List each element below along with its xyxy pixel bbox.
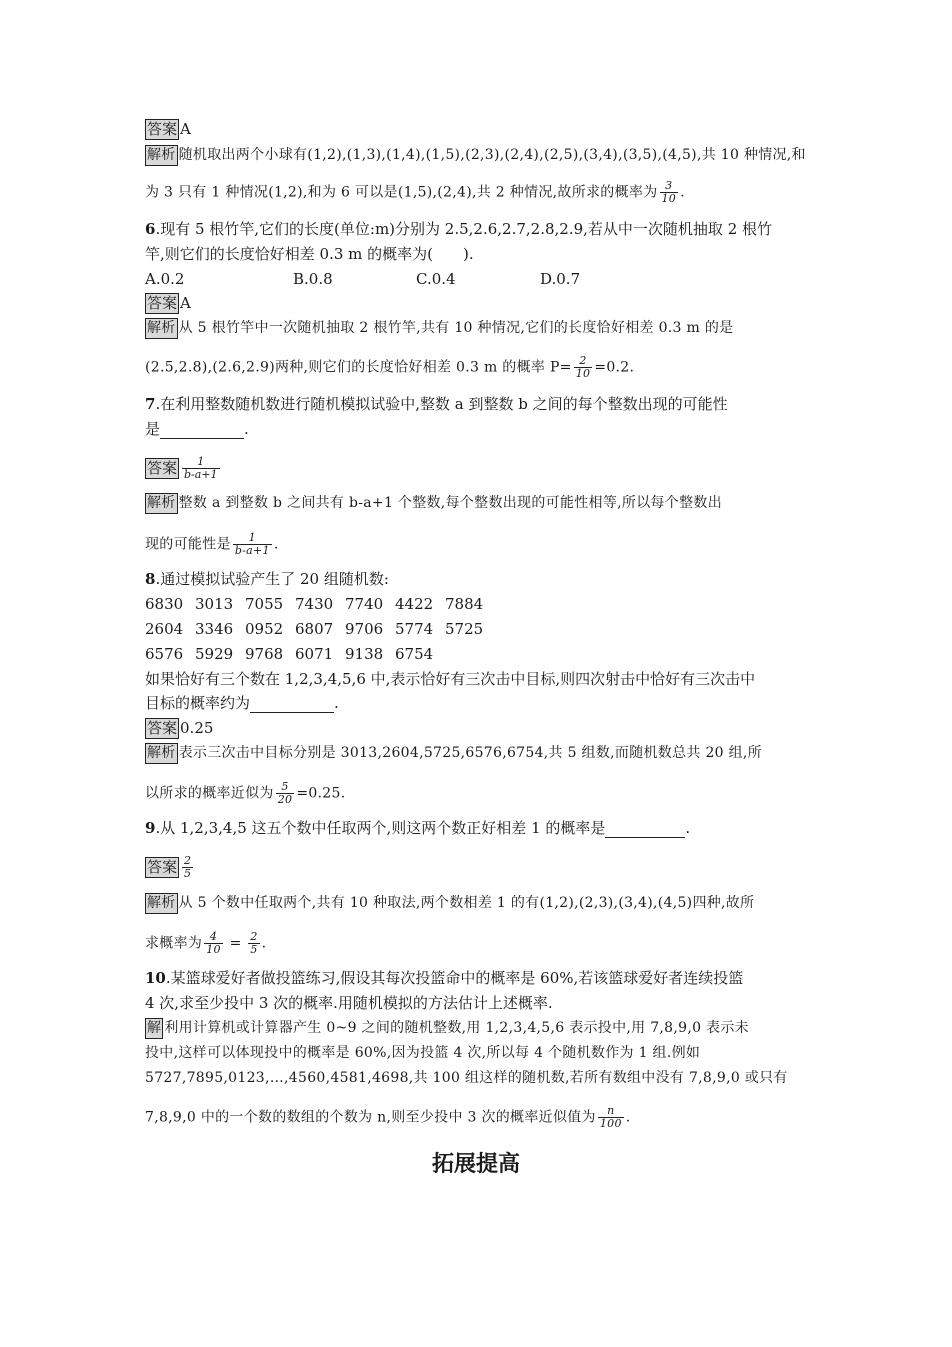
answer-tag: 答案 — [147, 294, 178, 312]
fraction: $\frac{1}{b-a+1}$ — [184, 455, 218, 481]
q6-stem-line-2: 竿,则它们的长度恰好相差 0.3 m 的概率为( ). — [145, 245, 474, 263]
q9-stem: 9.从 1,2,3,4,5 这五个数中任取两个,则这两个数正好相差 1 的概率是 . — [145, 819, 691, 837]
answer-tag: 答案 — [147, 458, 178, 477]
q8-stem-line-2: 如果恰好有三个数在 1,2,3,4,5,6 中,表示恰好有三次击中目标,则四次射击中恰好有三次击中 — [145, 670, 756, 688]
q7-stem-line-1: 7.在利用整数随机数进行随机模拟试验中,整数 a 到整数 b 之间的每个整数出现的可能性 — [145, 395, 728, 413]
analysis-tag: 解析 — [145, 893, 178, 914]
fraction: $\frac{5}{20}$ — [277, 780, 293, 806]
q7-stem-line-2: 是 . — [145, 420, 249, 438]
fraction: $\frac{2}{10}$ — [575, 354, 591, 380]
q7-analysis-line-1: 解析 整数 a 到整数 b 之间共有 b-a+1 个整数,每个整数出现的可能性相等,所以每个整数出 — [145, 493, 722, 514]
analysis-tag: 解析 — [145, 145, 178, 166]
q6-analysis-line-1: 解析 从 5 根竹竿中一次随机抽取 2 根竹竿,共有 10 种情况,它们的长度恰好相差 0.3 m 的是 — [145, 318, 733, 339]
analysis-tag: 解析 — [145, 493, 178, 514]
q9-answer-line — [145, 855, 195, 880]
q6-stem-line-1: 6.现有 5 根竹竿,它们的长度(单位:m)分别为 2.5,2.6,2.7,2.8,2.9,若从中一次随机抽取 2 根竹 — [145, 220, 773, 238]
answer-blank — [250, 698, 334, 713]
answer-blank — [605, 823, 685, 838]
analysis-tag: 解析 — [145, 743, 178, 764]
q7-analysis-line-2: 现的可能性是 $\frac{1}{b-a+1}$ . — [145, 531, 279, 557]
fraction: $\frac{3}{10}$ — [661, 179, 677, 205]
q10-stem-line-2: 4 次,求至少投中 3 次的概率.用随机模拟的方法估计上述概率. — [145, 994, 553, 1012]
answer-tag: 答案 — [147, 120, 178, 138]
q10-analysis-line-4: 7,8,9,0 中的一个数的数组的个数为 n,则至少投中 3 次的概率近似值为 $\frac{n}{100}$ . — [145, 1104, 631, 1130]
q8-answer-line: 答案 0.25 — [147, 719, 214, 737]
option-b: B.0.8 — [293, 270, 333, 288]
q10-stem-line-1: 10.某篮球爱好者做投篮练习,假设其每次投篮命中的概率是 60%,若该篮球爱好者连续投篮 — [145, 969, 744, 987]
analysis-tag: 解析 — [145, 318, 178, 339]
q5-analysis-line-2: 为 3 只有 1 种情况(1,2),和为 6 可以是(1,5),(2,4),共 2 种情况,故所求的概率为 $\frac{3}{10}$ . — [145, 179, 685, 205]
fraction: $\frac{4}{10}$ — [206, 930, 221, 956]
q8-analysis-line-1: 解析 表示三次击中目标分别是 3013,2604,5725,6576,6754,共 5 组数,而随机数总共 20 组,所 — [145, 743, 762, 764]
analysis-tag: 解 — [145, 1018, 163, 1039]
q8-number-row-2: 2604 3346 0952 6807 9706 5774 5725 — [145, 620, 484, 638]
q8-number-row-3: 6576 5929 9768 6071 9138 6754 — [145, 645, 434, 663]
fraction: $\frac{2}{5}$ — [250, 930, 258, 956]
section-title: 拓展提高 — [431, 1152, 520, 1177]
fraction: $\frac{1}{b-a+1}$ — [234, 531, 270, 557]
q5-answer: A — [180, 120, 191, 138]
q8-analysis-line-2: 以所求的概率近似为 $\frac{5}{20}$ =0.25. — [145, 780, 346, 806]
q10-analysis-line-2: 投中,这样可以体现投中的概率是 60%,因为投篮 4 次,所以每 4 个随机数作为 1 组.例如 — [145, 1045, 701, 1061]
q6-answer-line: 答案 A — [147, 294, 191, 312]
q6-analysis-line-2: (2.5,2.8),(2.6,2.9)两种,则它们的长度恰好相差 0.3 m 的概率 P= $\frac{2}{10}$ =0.2. — [145, 354, 635, 380]
q9-analysis-line-1: 解析 从 5 个数中任取两个,共有 10 种取法,两个数相差 1 的有(1,2),(2,3),(3,4),(4,5)四种,故所 — [145, 893, 754, 914]
q8-stem-line-1: 8.通过模拟试验产生了 20 组随机数: — [145, 570, 389, 588]
fraction: $\frac{2}{5}$ — [184, 854, 192, 880]
fraction: $\frac{n}{100}$ — [599, 1104, 622, 1130]
q8-number-row-1: 6830 3013 7055 7430 7740 4422 7884 — [145, 595, 484, 613]
option-c: C.0.4 — [416, 270, 456, 288]
q9-analysis-line-2: 求概率为 $\frac{4}{10}$ = $\frac{2}{5}$ . — [145, 930, 267, 956]
option-d: D.0.7 — [540, 270, 581, 288]
option-a: A.0.2 — [145, 270, 185, 288]
q5-answer-line — [145, 119, 191, 140]
q7-answer-line — [145, 456, 222, 481]
q8-stem-line-3: 目标的概率约为 . — [145, 694, 339, 712]
q10-analysis-line-1: 解 利用计算机或计算器产生 0~9 之间的随机整数,用 1,2,3,4,5,6 表示投中,用 7,8,9,0 表示未 — [145, 1018, 749, 1039]
q10-analysis-line-3: 5727,7895,0123,…,4560,4581,4698,共 100 组这样的随机数,若所有数组中没有 7,8,9,0 或只有 — [145, 1070, 788, 1086]
answer-tag: 答案 — [147, 857, 178, 876]
q6-options — [145, 269, 580, 289]
q5-analysis-line-1: 解析 随机取出两个小球有(1,2),(1,3),(1,4),(1,5),(2,3),(2,4),(2,5),(3,4),(3,5),(4,5),共 10 种情况,和 — [145, 145, 806, 166]
answer-tag: 答案 — [147, 719, 178, 737]
answer-blank — [160, 424, 244, 439]
